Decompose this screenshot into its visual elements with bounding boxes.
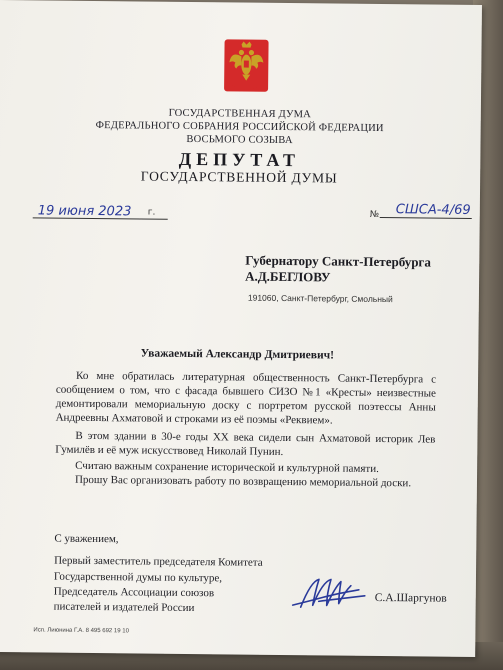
body-paragraph-3: Считаю важным сохранение исторической и культурной памяти.: [75, 459, 379, 475]
body-paragraph-1: Ко мне обратилась литературная общественность Санкт-Петербурга с сообщением о том, что с фасада бывшего СИЗО №1 «Кресты» неизвестные демонтировали мемориальную доску с портретом русской поэтессы Анны Андреевны Ахматовой и строками из её поэмы «Реквием».: [55, 369, 437, 427]
handwritten-signature: [289, 571, 369, 616]
date-underline: [33, 217, 168, 219]
signer-position-4: писателей и издателей России: [53, 600, 195, 615]
document-subtitle: ГОСУДАРСТВЕННОЙ ДУМЫ: [140, 168, 338, 186]
body-paragraph-4: Прошу Вас организовать работу по возвращению мемориальной доски.: [74, 473, 412, 490]
date-suffix: г.: [147, 207, 156, 218]
number-underline: [380, 217, 472, 219]
addressee-title: Губернатору Санкт-Петербурга: [245, 252, 431, 270]
header-line-3: ВОСЬМОГО СОЗЫВА: [186, 133, 293, 147]
number-label: №: [369, 209, 380, 220]
body-paragraph-2: В этом здании в 30-е годы XX века сидели сын Ахматовой историк Лев Гумилёв и её муж искусствовед Николай Пунин.: [55, 429, 436, 458]
addressee-name: А.Д.БЕГЛОВУ: [245, 268, 331, 285]
header-line-2: ФЕДЕРАЛЬНОГО СОБРАНИЯ РОССИЙСКОЙ ФЕДЕРАЦИИ: [95, 120, 384, 135]
signer-position-2: Государственной думы по культуре,: [53, 570, 223, 584]
closing-block: [54, 532, 263, 618]
signer-position-1: Первый заместитель председателя Комитета: [54, 554, 263, 570]
header-line-1: ГОСУДАРСТВЕННАЯ ДУМА: [168, 107, 312, 121]
russian-coat-of-arms-icon: [223, 38, 270, 94]
signer-name: С.А.Шаргунов: [374, 591, 447, 605]
signer-position-3: Председатель Ассоциации союзов: [53, 585, 215, 600]
addressee-address: 191060, Санкт-Петербург, Смольный: [247, 292, 393, 305]
executor-footer: Исп. Лиюнина Г.А. 8 495 692 19 10: [33, 627, 129, 635]
closing-regards: С уважением,: [54, 532, 119, 546]
date-handwritten: 19 июня 2023: [37, 203, 132, 220]
greeting: Уважаемый Александр Дмитриевич!: [140, 347, 335, 362]
document-title: ДЕПУТАТ: [178, 148, 301, 171]
number-handwritten: СШСА-4/69: [395, 202, 471, 218]
